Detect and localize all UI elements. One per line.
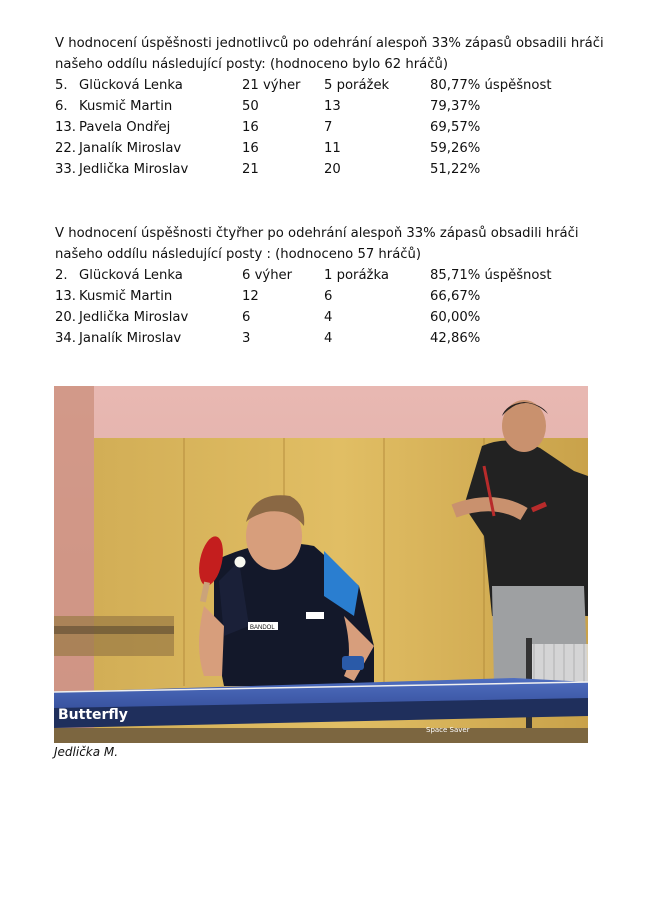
ball <box>235 557 246 568</box>
table-brand: Butterfly <box>58 707 128 723</box>
rank: 6. <box>55 99 68 114</box>
losses: 5 porážek <box>324 78 390 93</box>
success-rate: 60,00% <box>430 310 481 325</box>
doubles-row <box>55 328 615 349</box>
singles-row <box>55 159 615 180</box>
rank: 34. <box>55 331 76 346</box>
success-rate: 59,26% <box>430 141 481 156</box>
singles-row <box>55 96 615 117</box>
wins: 6 výher <box>242 268 293 283</box>
doubles-row <box>55 265 615 286</box>
losses: 1 porážka <box>324 268 389 283</box>
table-tennis-photo <box>54 386 588 743</box>
wins: 12 <box>242 289 259 304</box>
shirt-sponsor: BANDOL <box>250 625 275 631</box>
wins: 6 <box>242 310 251 325</box>
player-name: Glücková Lenka <box>79 268 183 283</box>
player-name: Kusmič Martin <box>79 289 173 304</box>
player-name: Kusmič Martin <box>79 99 173 114</box>
rank: 13. <box>55 289 76 304</box>
player-name: Janalík Miroslav <box>79 141 182 156</box>
pillar <box>54 386 94 743</box>
losses: 4 <box>324 310 333 325</box>
losses: 20 <box>324 162 341 177</box>
singles-row <box>55 75 615 96</box>
singles-row <box>55 117 615 138</box>
player-name: Jedlička Miroslav <box>79 162 189 177</box>
barrier <box>54 616 174 656</box>
losses: 7 <box>324 120 333 135</box>
singles-row <box>55 138 615 159</box>
success-rate: 80,77% úspěšnost <box>430 78 552 93</box>
rank: 13. <box>55 120 76 135</box>
doubles-row <box>55 286 615 307</box>
losses: 13 <box>324 99 341 114</box>
success-rate: 69,57% <box>430 120 481 135</box>
losses: 6 <box>324 289 333 304</box>
player-name: Janalík Miroslav <box>79 331 182 346</box>
photo-caption: Jedlička M. <box>54 745 119 759</box>
losses: 11 <box>324 141 341 156</box>
success-rate: 79,37% <box>430 99 481 114</box>
rank: 22. <box>55 141 76 156</box>
wins: 16 <box>242 141 259 156</box>
losses: 4 <box>324 331 333 346</box>
doubles-intro: V hodnocení úspěšnosti čtyřher po odehrání alespoň 33% zápasů obsadili hráči našeho oddílu následující posty : (hodnoceno 57 hráčů) <box>55 226 579 262</box>
wins: 21 <box>242 162 259 177</box>
wins: 21 výher <box>242 78 301 93</box>
rank: 5. <box>55 78 68 93</box>
wins: 50 <box>242 99 259 114</box>
success-rate: 42,86% <box>430 331 481 346</box>
rank: 20. <box>55 310 76 325</box>
player-name: Jedlička Miroslav <box>79 310 189 325</box>
success-rate: 51,22% <box>430 162 481 177</box>
success-rate: 85,71% úspěšnost <box>430 268 552 283</box>
net-brand: Space Saver <box>426 726 470 734</box>
success-rate: 66,67% <box>430 289 481 304</box>
player-name: Glücková Lenka <box>79 78 183 93</box>
doubles-row <box>55 307 615 328</box>
rank: 33. <box>55 162 76 177</box>
wins: 16 <box>242 120 259 135</box>
rank: 2. <box>55 268 68 283</box>
player-name: Pavela Ondřej <box>79 120 171 135</box>
singles-intro: V hodnocení úspěšnosti jednotlivců po odehrání alespoň 33% zápasů obsadili hráči našeho oddílu následující posty: (hodnoceno bylo 62 hráčů) <box>55 36 604 72</box>
wins: 3 <box>242 331 251 346</box>
